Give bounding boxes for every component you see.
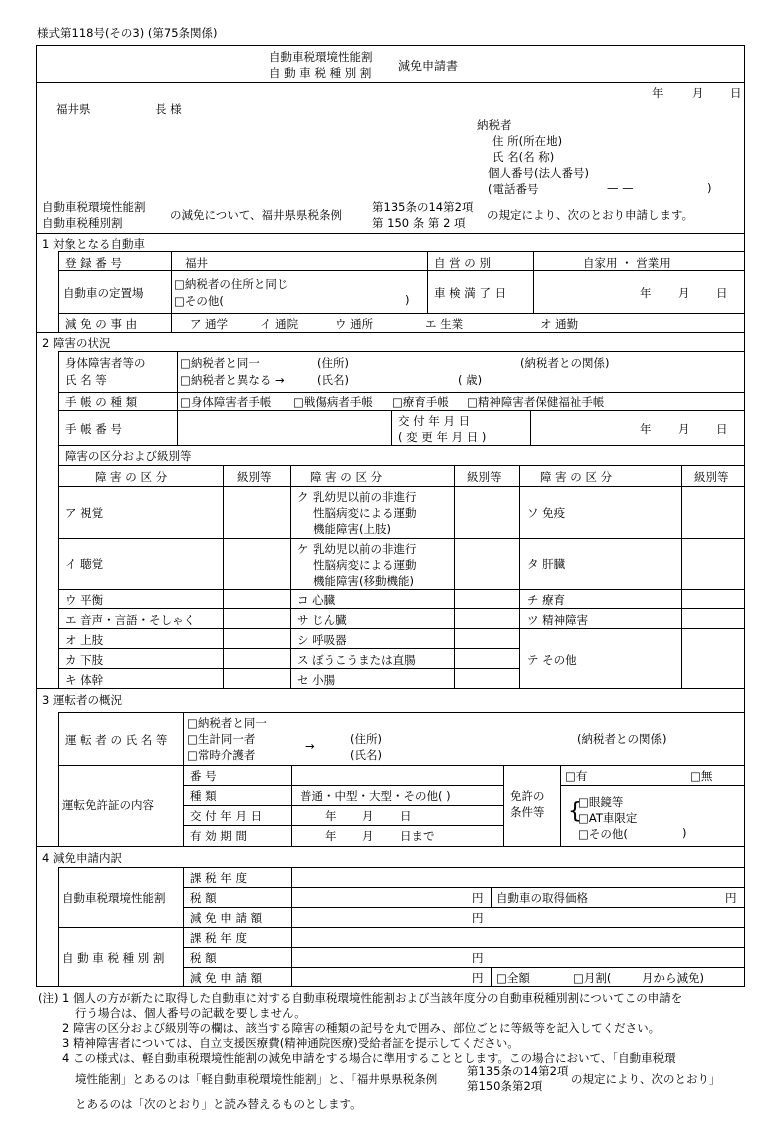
applicant-id: 個人番号(法人番号) — [488, 166, 589, 180]
sec4-heading: 4 減免申請内訳 — [42, 851, 122, 865]
intro-mid: の減免について、福井県県税条例 — [170, 208, 343, 222]
notes-lead: (注) — [38, 991, 59, 1005]
book-type-1[interactable]: □身体障害者手帳 — [180, 395, 272, 409]
book-type-2[interactable]: □戦傷病者手帳 — [293, 395, 373, 409]
class-ko[interactable]: コ 心臓 — [297, 593, 336, 607]
lic-valid-until: 日まで — [400, 829, 435, 843]
date-month: 月 — [692, 86, 704, 100]
own-label: 自 営 の 別 — [434, 256, 491, 270]
lic-issue-month: 月 — [362, 809, 374, 823]
reg-value[interactable]: 福井 — [185, 256, 208, 270]
type-amount-yen: 円 — [472, 951, 484, 965]
lic-valid-year: 年 — [325, 829, 337, 843]
lic-type-label: 種 類 — [190, 789, 217, 803]
driver-label: 運 転 者 の 氏 名 等 — [65, 733, 168, 747]
note-3: 3 精神障害者については、自立支援医療費(精神通院医療)受給者証を提示してください。 — [62, 1036, 519, 1050]
class-ku-l3: 機能障害(上肢) — [313, 522, 391, 536]
env-req-yen: 円 — [472, 911, 484, 925]
note-4b-2: の規定により、次のとおり」 — [571, 1072, 721, 1086]
issue-day: 日 — [716, 422, 728, 436]
issue-label2: ( 変 更 年 月 日 ) — [398, 430, 487, 444]
sec2-heading: 2 障害の状況 — [42, 336, 111, 350]
note-1a: 1 個人の方が新たに取得した自動車に対する自動車税環境性能割および当該年度分の自動車税種別割についてこの申請を — [62, 991, 683, 1005]
type-req-label: 減 免 申 請 額 — [190, 971, 263, 985]
note-4a: 4 この様式は、軽自動車税環境性能割の減免申請をする場合に準用することとします。この場合において、「自動車税環 — [62, 1051, 676, 1065]
lic-type-value[interactable]: 普通・中型・大型・その他( ) — [300, 789, 451, 803]
place-label: 自動車の定置場 — [63, 286, 144, 300]
cond-label1: 免許の — [510, 789, 545, 803]
driver-opt3[interactable]: □常時介護者 — [187, 748, 256, 762]
col3-grade-header: 級別等 — [694, 470, 729, 484]
class-chi[interactable]: チ 療育 — [527, 593, 566, 607]
lic-valid-label: 有 効 期 間 — [190, 829, 247, 843]
col2-class-header: 障 害 の 区 分 — [310, 470, 383, 484]
cond-no[interactable]: □無 — [690, 769, 713, 783]
reason-label: 減 免 の 事 由 — [65, 317, 138, 331]
col3-class-header: 障 害 の 区 分 — [540, 470, 613, 484]
class-u[interactable]: ウ 平衡 — [65, 593, 104, 607]
issue-year: 年 — [640, 422, 652, 436]
class-ku-l2: 性脳病変による運動 — [313, 506, 417, 520]
env-label: 自動車税環境性能割 — [62, 891, 166, 905]
person-label2: 氏 名 等 — [65, 373, 107, 387]
class-heading: 障害の区分および級別等 — [65, 449, 192, 463]
class-a[interactable]: ア 視覚 — [65, 506, 104, 520]
class-ta[interactable]: タ 肝臓 — [527, 557, 566, 571]
intro-tax2: 自動車税種別割 — [42, 216, 123, 230]
class-tsu[interactable]: ツ 精神障害 — [527, 613, 589, 627]
person-label1: 身体障害者等の — [65, 356, 146, 370]
cond-bracket: { — [568, 799, 582, 824]
class-so[interactable]: ソ 免疫 — [527, 506, 566, 520]
intro-end: の規定により、次のとおり申請します。 — [487, 208, 694, 222]
person-relation: (納税者との関係) — [520, 356, 610, 370]
lic-valid-month: 月 — [362, 829, 374, 843]
reason-5[interactable]: オ 通勤 — [540, 317, 579, 331]
note-2: 2 障害の区分および級別等の欄は、該当する障害の種類の記号を丸で囲み、部位ごとに等級等を記入してください。 — [62, 1021, 661, 1035]
issue-label1: 交 付 年 月 日 — [398, 414, 471, 428]
sec1-heading: 1 対象となる自動車 — [42, 237, 145, 251]
book-type-label: 手 帳 の 種 類 — [65, 395, 138, 409]
person-age: ( 歳) — [458, 373, 483, 387]
title-suffix: 減免申請書 — [398, 59, 459, 73]
env-req-label: 減 免 申 請 額 — [190, 911, 263, 925]
class-ke-l1: 乳幼児以前の非進行 — [313, 542, 417, 556]
full-option[interactable]: □全額 — [496, 971, 530, 985]
class-e[interactable]: エ 音声・言語・そしゃく — [65, 613, 196, 627]
acq-label: 自動車の取得価格 — [496, 891, 588, 905]
form-number: 様式第118号(その3) (第75条関係) — [37, 26, 218, 40]
inspect-day: 日 — [716, 286, 728, 300]
note-1b: 行う場合は、個人番号の記載を要しません。 — [75, 1006, 306, 1020]
reason-2[interactable]: イ 通院 — [260, 317, 299, 331]
class-ki[interactable]: キ 体幹 — [65, 673, 104, 687]
reg-label: 登 録 番 号 — [65, 256, 122, 270]
note-4b-1: 境性能割」とあるのは「軽自動車税環境性能割」と、「福井県県税条例 — [75, 1072, 438, 1086]
driver-opt2[interactable]: □生計同一者 — [187, 732, 256, 746]
env-amount-yen: 円 — [472, 891, 484, 905]
class-shi[interactable]: シ 呼吸器 — [297, 633, 347, 647]
applicant-phone-close: ) — [707, 181, 712, 195]
place-opt2[interactable]: □その他( — [174, 294, 224, 308]
intro-tax1: 自動車税環境性能割 — [42, 200, 146, 214]
acq-yen: 円 — [725, 891, 737, 905]
book-type-3[interactable]: □療育手帳 — [392, 395, 449, 409]
col2-grade-header: 級別等 — [467, 470, 502, 484]
person-name: (氏名) — [317, 373, 349, 387]
cond-opt-at[interactable]: □AT車限定 — [578, 811, 638, 825]
lic-no-label: 番 号 — [190, 769, 217, 783]
title-line2: 自 動 車 税 種 別 割 — [269, 66, 372, 80]
inspect-year: 年 — [640, 286, 652, 300]
reason-1[interactable]: ア 通学 — [190, 317, 229, 331]
book-type-4[interactable]: □精神障害者保健福祉手帳 — [467, 395, 605, 409]
cond-label2: 条件等 — [510, 805, 545, 819]
applicant-phone-open: (電話番号 — [488, 182, 539, 196]
class-ku-l1: 乳幼児以前の非進行 — [313, 490, 417, 504]
note-4b-art2: 第150条第2項 — [467, 1079, 543, 1093]
monthly-option[interactable]: □月割( — [573, 971, 612, 985]
own-value[interactable]: 自家用 ・ 営業用 — [583, 256, 671, 270]
applicant-label: 納税者 — [477, 118, 512, 132]
class-o[interactable]: オ 上肢 — [65, 633, 104, 647]
class-ka[interactable]: カ 下肢 — [65, 653, 104, 667]
intro-art1: 第135条の14第2項 — [372, 200, 474, 214]
type-label: 自 動 車 税 種 別 割 — [62, 951, 165, 965]
applicant-phone-dash: — — — [607, 181, 634, 195]
person-addr: (住所) — [317, 356, 349, 370]
class-ke-mark[interactable]: ケ — [297, 542, 309, 556]
env-year-label: 課 税 年 度 — [190, 871, 247, 885]
sec3-heading: 3 運転者の概況 — [42, 693, 122, 707]
inspect-month: 月 — [678, 286, 690, 300]
note-4c: とあるのは「次のとおり」と読み替えるものとします。 — [75, 1097, 362, 1111]
class-i[interactable]: イ 聴覚 — [65, 557, 104, 571]
applicant-address: 住 所(所在地) — [492, 134, 563, 148]
type-year-label: 課 税 年 度 — [190, 931, 247, 945]
applicant-name: 氏 名(名 称) — [492, 150, 555, 164]
env-amount-label: 税 額 — [190, 891, 217, 905]
class-te[interactable]: テ その他 — [527, 653, 577, 667]
class-su[interactable]: ス ぼうこうまたは直腸 — [297, 653, 416, 667]
note-4b-art1: 第135条の14第2項 — [467, 1064, 569, 1078]
cond-opt-glasses[interactable]: □眼鏡等 — [578, 795, 624, 809]
place-close: ) — [405, 293, 410, 307]
class-sa[interactable]: サ じん臓 — [297, 613, 347, 627]
class-ke-l3: 機能障害(移動機能) — [313, 574, 414, 588]
addressee-pref: 福井県 — [56, 102, 91, 116]
col1-class-header: 障 害 の 区 分 — [95, 470, 168, 484]
addressee-chief: 長 様 — [155, 102, 182, 116]
lic-issue-year: 年 — [325, 809, 337, 823]
title-line1: 自動車税環境性能割 — [269, 50, 373, 64]
col1-grade-header: 級別等 — [237, 470, 272, 484]
type-req-yen: 円 — [472, 971, 484, 985]
lic-issue-label: 交 付 年 月 日 — [190, 809, 263, 823]
lic-issue-day: 日 — [400, 809, 412, 823]
place-opt1[interactable]: □納税者の住所と同じ — [174, 277, 289, 291]
date-day: 日 — [730, 86, 742, 100]
person-opt1[interactable]: □納税者と同一 — [180, 356, 260, 370]
class-se[interactable]: セ 小腸 — [297, 673, 336, 687]
driver-name: (氏名) — [350, 748, 382, 762]
cond-opt-other[interactable]: □その他( — [578, 827, 628, 841]
reason-4[interactable]: エ 生業 — [425, 317, 464, 331]
driver-arrow: → — [305, 739, 315, 753]
cond-opt-other-close: ) — [682, 826, 687, 840]
monthly-option-end: 月から減免) — [642, 971, 704, 985]
driver-opt1[interactable]: □納税者と同一 — [187, 716, 267, 730]
book-no-label: 手 帳 番 号 — [65, 422, 122, 436]
person-opt2[interactable]: □納税者と異なる → — [180, 373, 285, 387]
intro-art2: 第 150 条 第 2 項 — [372, 216, 466, 230]
type-amount-label: 税 額 — [190, 951, 217, 965]
reason-3[interactable]: ウ 通所 — [335, 317, 374, 331]
cond-yes[interactable]: □有 — [565, 769, 588, 783]
driver-addr: (住所) — [350, 732, 382, 746]
date-year: 年 — [652, 86, 664, 100]
issue-month: 月 — [678, 422, 690, 436]
class-ku-mark[interactable]: ク — [297, 490, 309, 504]
license-label: 運転免許証の内容 — [62, 798, 154, 812]
inspect-label: 車 検 満 了 日 — [434, 286, 507, 300]
class-ke-l2: 性脳病変による運動 — [313, 558, 417, 572]
driver-relation: (納税者との関係) — [577, 732, 667, 746]
